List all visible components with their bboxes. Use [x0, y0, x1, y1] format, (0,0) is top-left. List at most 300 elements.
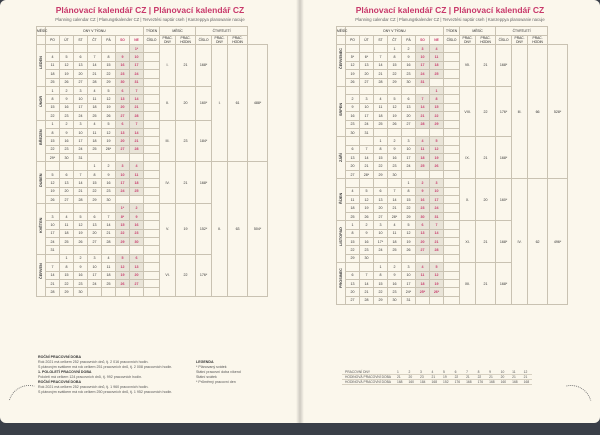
day-cell [416, 254, 430, 262]
day-cell: 8 [430, 95, 444, 103]
week-number [144, 196, 160, 204]
day-cell: 9 [402, 53, 416, 61]
month-work-days: 21 [176, 162, 196, 204]
month-work-days: 23 [176, 120, 196, 162]
month-work-hours: 160* [496, 179, 512, 221]
day-cell: 14 [102, 221, 116, 229]
week-number [444, 137, 460, 145]
day-cell: 2 [388, 263, 402, 271]
day-cell: 3 [74, 86, 88, 94]
day-cell: 20 [60, 187, 74, 195]
day-cell: 30 [60, 154, 74, 162]
day-cell: 13 [346, 279, 360, 287]
day-cell: 27 [402, 120, 416, 128]
day-cell: 10 [416, 53, 430, 61]
calendar-table [336, 26, 568, 305]
week-number [444, 162, 460, 170]
day-cell [60, 45, 74, 53]
week-number [444, 263, 460, 271]
month-work-days: 20 [176, 86, 196, 120]
day-cell: 25 [88, 145, 102, 153]
day-cell: 23 [416, 204, 430, 212]
column-label: PRAC. DNY [160, 36, 176, 45]
day-header: ÚT [60, 36, 74, 45]
quarter-number: I. [212, 45, 228, 162]
day-cell: 23 [346, 120, 360, 128]
month-label [337, 86, 346, 136]
day-cell: 28 [46, 288, 60, 296]
day-cell: 18 [374, 112, 388, 120]
day-cell: 31 [130, 78, 144, 86]
day-cell: 30 [360, 254, 374, 262]
day-cell: 14 [360, 154, 374, 162]
day-cell: 16 [116, 61, 130, 69]
day-cell: 23 [388, 162, 402, 170]
column-label: PRAC. HODIN [476, 36, 496, 45]
day-cell: 29 [116, 237, 130, 245]
week-number [444, 45, 460, 53]
day-cell: 1 [46, 120, 60, 128]
week-number [444, 103, 460, 111]
day-cell: 27 [88, 237, 102, 245]
day-cell: 14 [74, 179, 88, 187]
week-number [144, 128, 160, 136]
day-cell: 10 [88, 263, 102, 271]
day-cell: 30 [416, 212, 430, 220]
day-cell: 21 [430, 237, 444, 245]
month-number: VI. [160, 254, 176, 296]
day-cell: 25 [374, 120, 388, 128]
day-cell [430, 78, 444, 86]
day-cell: 7 [88, 53, 102, 61]
week-number [144, 53, 160, 61]
week-header: TÝDEN [144, 27, 160, 36]
day-cell: 26 [46, 196, 60, 204]
day-cell: 25 [130, 187, 144, 195]
day-cell: 28 [416, 120, 430, 128]
day-cell [360, 137, 374, 145]
day-cell: 22 [402, 204, 416, 212]
day-cell: 12 [360, 196, 374, 204]
day-cell: 3 [402, 137, 416, 145]
week-number [444, 61, 460, 69]
month-label [37, 120, 46, 162]
day-cell: 4 [88, 120, 102, 128]
day-cell [346, 45, 360, 53]
week-number [144, 170, 160, 178]
day-header: NE [430, 36, 444, 45]
month-name: KVĚTEN [39, 217, 43, 234]
month-name: SRPEN [339, 102, 343, 116]
day-cell: 24 [130, 70, 144, 78]
day-cell: 16 [416, 196, 430, 204]
month-work-days: 21 [176, 45, 196, 87]
day-cell: 26 [360, 212, 374, 220]
day-cell: 30 [102, 196, 116, 204]
day-cell: 13 [116, 128, 130, 136]
summary-table: PRACOVNÍ DNY 1 2 3 4 5 6 7 8 9 10 11 12 HODINOVÁ PRACOVNÍ DOBA 21 20 23 21 19 22 21 22 21 20 21 21 HODINOVÁ PRACOVNÍ DOBA 168 160 184 168 152 176 168 176 168 160 168 168 [342, 370, 532, 385]
day-cell: 12 [402, 229, 416, 237]
day-cell [74, 246, 88, 254]
day-cell: 24 [74, 112, 88, 120]
day-cell: 4 [46, 53, 60, 61]
day-cell: 10 [46, 221, 60, 229]
day-cell: 5 [430, 137, 444, 145]
week-number [144, 103, 160, 111]
day-cell: 19 [402, 237, 416, 245]
day-cell: 9 [388, 145, 402, 153]
day-cell: 25* [416, 288, 430, 296]
day-cell: 11 [416, 271, 430, 279]
day-cell: 13 [88, 221, 102, 229]
day-cell: 10 [74, 128, 88, 136]
day-cell: 11 [102, 263, 116, 271]
day-cell: 18 [88, 103, 102, 111]
day-cell [46, 254, 60, 262]
day-cell: 20 [74, 70, 88, 78]
day-cell: 14 [388, 196, 402, 204]
day-cell: 2 [102, 162, 116, 170]
day-cell: 20 [130, 271, 144, 279]
day-cell: 28 [74, 196, 88, 204]
day-cell: 24 [88, 279, 102, 287]
month-work-hours: 176* [496, 86, 512, 136]
day-cell: 7 [130, 120, 144, 128]
day-cell: 23 [402, 70, 416, 78]
day-cell: 29 [88, 196, 102, 204]
week-number [144, 162, 160, 170]
month-header-blank [337, 36, 346, 45]
day-cell: 17 [116, 179, 130, 187]
week-number [444, 86, 460, 94]
day-header: ÚT [360, 36, 374, 45]
day-cell: 27 [360, 78, 374, 86]
month-work-hours: 168* [496, 137, 512, 179]
day-cell: 30 [346, 128, 360, 136]
day-cell: 14 [130, 95, 144, 103]
day-cell: 13 [416, 229, 430, 237]
right-page [300, 0, 600, 423]
month-work-days: 20 [476, 179, 496, 221]
week-number [444, 196, 460, 204]
month-work-hours: 168* [496, 45, 512, 87]
day-cell: 15 [430, 103, 444, 111]
day-cell: 29 [102, 78, 116, 86]
month-number: I. [160, 45, 176, 87]
day-cell: 1 [430, 86, 444, 94]
day-cell [360, 179, 374, 187]
day-cell [88, 246, 102, 254]
week-number [444, 229, 460, 237]
day-cell [374, 45, 388, 53]
month-label [37, 45, 46, 87]
month-work-hours: 160* [196, 86, 212, 120]
day-cell: 17 [416, 61, 430, 69]
day-cell: 7 [360, 145, 374, 153]
day-cell: 10 [116, 170, 130, 178]
day-cell: 18 [60, 229, 74, 237]
column-label: ČÍSLO [196, 36, 212, 45]
quarter-work-hours: 504* [248, 162, 268, 296]
week-number [444, 78, 460, 86]
day-cell: 6 [116, 86, 130, 94]
week-number [444, 154, 460, 162]
day-cell: 20 [116, 137, 130, 145]
day-cell: 8 [402, 187, 416, 195]
decorative-dotted-arc [542, 377, 599, 434]
day-cell: 22 [374, 288, 388, 296]
day-cell [346, 179, 360, 187]
day-cell: 7 [416, 95, 430, 103]
month-name: DUBEN [39, 173, 43, 187]
month-name: ČERVENEC [339, 48, 343, 70]
day-cell: 22 [374, 162, 388, 170]
legend: LEGENDA * Plánovaný svátek Státní pracovní doba víkend Státní svátek * Průměrný pracovní den [196, 360, 241, 384]
day-cell: 26* [430, 288, 444, 296]
day-cell: 15 [402, 196, 416, 204]
day-cell [74, 45, 88, 53]
week-number [144, 61, 160, 69]
day-cell: 19 [360, 204, 374, 212]
day-cell: 18 [130, 179, 144, 187]
day-cell: 12 [102, 128, 116, 136]
day-cell: 3 [360, 95, 374, 103]
page-title: Plánovací kalendář CZ | Plánovací kalendář CZ [55, 5, 245, 15]
day-cell: 19 [102, 137, 116, 145]
month-name: BŘEZEN [39, 129, 43, 145]
week-number [144, 78, 160, 86]
week-number [144, 145, 160, 153]
calendar-table [36, 26, 268, 297]
day-cell: 29 [402, 212, 416, 220]
day-cell: 28 [88, 78, 102, 86]
day-cell [374, 179, 388, 187]
day-cell: 3 [402, 263, 416, 271]
day-cell: 25 [46, 78, 60, 86]
day-cell: 12 [46, 179, 60, 187]
day-cell [116, 246, 130, 254]
day-cell [116, 196, 130, 204]
month-label [37, 254, 46, 296]
day-cell: 11 [130, 170, 144, 178]
day-cell: 2 [74, 254, 88, 262]
day-cell: 15 [88, 179, 102, 187]
day-cell: 30 [388, 296, 402, 304]
day-cell: 17* [374, 237, 388, 245]
day-cell: 28 [360, 296, 374, 304]
day-cell: 4 [430, 45, 444, 53]
day-cell: 17 [402, 279, 416, 287]
month-work-days: 21 [476, 221, 496, 263]
week-number [444, 246, 460, 254]
week-number [144, 112, 160, 120]
day-cell: 25 [60, 237, 74, 245]
month-number: VII. [460, 45, 476, 87]
day-cell: 17 [360, 112, 374, 120]
working-time-notes: ROČNÍ PRACOVNÍ DOBA Rok 2021 má celkem 252 pracovních dnů, tj. 2 016 pracovních hodin. S plánovým svátkem má rok celkem 251 pracovních dnů, tj. 2 008 pracovních hodin. 1. POLOLETÍ PRACOVNÍ DOBA Pololetí má celkem 124 pracovních dnů, tj. 992 pracovních hodin. ROČNÍ PRACOVNÍ DOBA Rok 2021 má celkem 252 pracovních dnů, tj. 1 960 pracovních hodin. S plánovým svátkem má rok celkem 250 pracovních dnů, tj. 1 952 pracovních hodin. [38, 355, 173, 394]
day-cell: 7 [74, 170, 88, 178]
column-label: PRAC. HODIN [528, 36, 548, 45]
day-cell: 10 [430, 187, 444, 195]
week-number [144, 229, 160, 237]
day-cell: 21 [360, 288, 374, 296]
week-number [444, 288, 460, 296]
month-number: V. [160, 204, 176, 254]
week-number [144, 70, 160, 78]
day-cell: 15 [374, 279, 388, 287]
day-cell: 1 [388, 45, 402, 53]
quarter-number: IV. [512, 179, 528, 305]
day-cell: 18 [388, 237, 402, 245]
day-cell [130, 288, 144, 296]
day-cell: 11 [388, 229, 402, 237]
day-cell: 5 [74, 212, 88, 220]
day-cell: 11 [374, 103, 388, 111]
day-header: ČT [88, 36, 102, 45]
day-cell [402, 170, 416, 178]
day-cell: 22 [88, 187, 102, 195]
day-cell: 6* [360, 53, 374, 61]
day-cell: 27 [116, 145, 130, 153]
day-cell: 31 [416, 78, 430, 86]
day-cell: 22 [46, 112, 60, 120]
day-cell: 10 [130, 53, 144, 61]
day-cell: 3 [430, 179, 444, 187]
month-work-days: 21 [476, 263, 496, 305]
day-cell: 24 [74, 145, 88, 153]
day-cell: 15 [116, 221, 130, 229]
day-cell [130, 154, 144, 162]
day-cell: 14 [416, 103, 430, 111]
week-number [444, 179, 460, 187]
week-number [444, 112, 460, 120]
day-cell [402, 254, 416, 262]
month-label [337, 179, 346, 221]
day-cell: 8 [374, 271, 388, 279]
day-cell: 16 [130, 221, 144, 229]
day-cell: 29 [430, 120, 444, 128]
day-cell: 6 [60, 170, 74, 178]
day-cell: 14 [46, 271, 60, 279]
day-cell: 12 [102, 95, 116, 103]
month-work-hours: 168* [196, 45, 212, 87]
day-cell [116, 154, 130, 162]
month-work-days: 19 [176, 204, 196, 254]
day-cell: 6 [374, 187, 388, 195]
day-cell: 29 [374, 170, 388, 178]
day-cell [388, 179, 402, 187]
day-cell [346, 137, 360, 145]
day-cell: 9 [388, 271, 402, 279]
day-cell: 22 [60, 279, 74, 287]
day-cell: 26* [102, 145, 116, 153]
day-cell [74, 162, 88, 170]
week-header: TÝDEN [444, 27, 460, 36]
day-cell: 29 [60, 288, 74, 296]
day-cell: 8 [46, 128, 60, 136]
week-number [444, 128, 460, 136]
day-cell: 24 [46, 237, 60, 245]
day-cell: 21 [388, 204, 402, 212]
day-cell: 7 [46, 263, 60, 271]
day-cell: 4 [388, 221, 402, 229]
day-cell: 23 [60, 145, 74, 153]
day-header: SO [116, 36, 130, 45]
day-cell: 8 [102, 53, 116, 61]
day-cell [388, 128, 402, 136]
page-subtitle: Planning calendar CZ | Planungskalender CZ | Terveztési naptár cseh | Kanzeppya planowanie nacuje [355, 17, 545, 22]
day-cell: 17 [88, 271, 102, 279]
day-cell: 4 [88, 86, 102, 94]
month-name: LEDEN [39, 56, 43, 70]
day-cell: 15 [102, 61, 116, 69]
day-cell: 3 [416, 45, 430, 53]
day-cell: 13 [346, 154, 360, 162]
day-cell: 5 [102, 86, 116, 94]
day-cell: 10 [374, 229, 388, 237]
day-cell: 20 [88, 229, 102, 237]
day-cell: 1 [402, 179, 416, 187]
month-name: ČERVEN [39, 263, 43, 280]
day-cell: 9 [102, 170, 116, 178]
day-cell: 8 [346, 229, 360, 237]
day-cell: 24 [402, 162, 416, 170]
day-cell: 26 [74, 237, 88, 245]
day-cell [346, 86, 360, 94]
month-work-hours: 168* [496, 263, 512, 305]
day-cell: 21 [46, 279, 60, 287]
day-cell: 21 [130, 103, 144, 111]
week-number [144, 237, 160, 245]
column-label: PRAC. DNY [212, 36, 228, 45]
day-cell: 16 [74, 271, 88, 279]
day-cell: 26 [430, 162, 444, 170]
day-cell: 24 [360, 120, 374, 128]
day-cell: 12 [430, 271, 444, 279]
day-header: PÁ [402, 36, 416, 45]
month-label [37, 86, 46, 120]
day-cell: 20 [116, 103, 130, 111]
day-cell: 25 [430, 70, 444, 78]
day-cell: 1 [374, 263, 388, 271]
day-cell: 2 [388, 137, 402, 145]
day-cell: 13 [116, 95, 130, 103]
day-cell: 13 [130, 263, 144, 271]
week-number [144, 187, 160, 195]
week-number [144, 288, 160, 296]
week-number [444, 170, 460, 178]
quarter-work-hours: 488* [248, 45, 268, 162]
day-cell [60, 246, 74, 254]
day-cell: 16 [346, 112, 360, 120]
day-cell [346, 263, 360, 271]
month-label [37, 162, 46, 204]
day-cell: 11 [416, 145, 430, 153]
day-cell: 31 [402, 296, 416, 304]
month-label [337, 263, 346, 305]
week-number [144, 254, 160, 262]
month-name: ŘÍJEN [339, 192, 343, 204]
day-cell: 18 [430, 61, 444, 69]
day-cell [116, 45, 130, 53]
week-number [444, 254, 460, 262]
day-cell: 18 [102, 271, 116, 279]
day-cell: 7 [388, 187, 402, 195]
week-number [144, 86, 160, 94]
day-cell: 10 [402, 271, 416, 279]
month-name: ZÁŘÍ [339, 152, 343, 162]
day-cell: 2 [60, 120, 74, 128]
